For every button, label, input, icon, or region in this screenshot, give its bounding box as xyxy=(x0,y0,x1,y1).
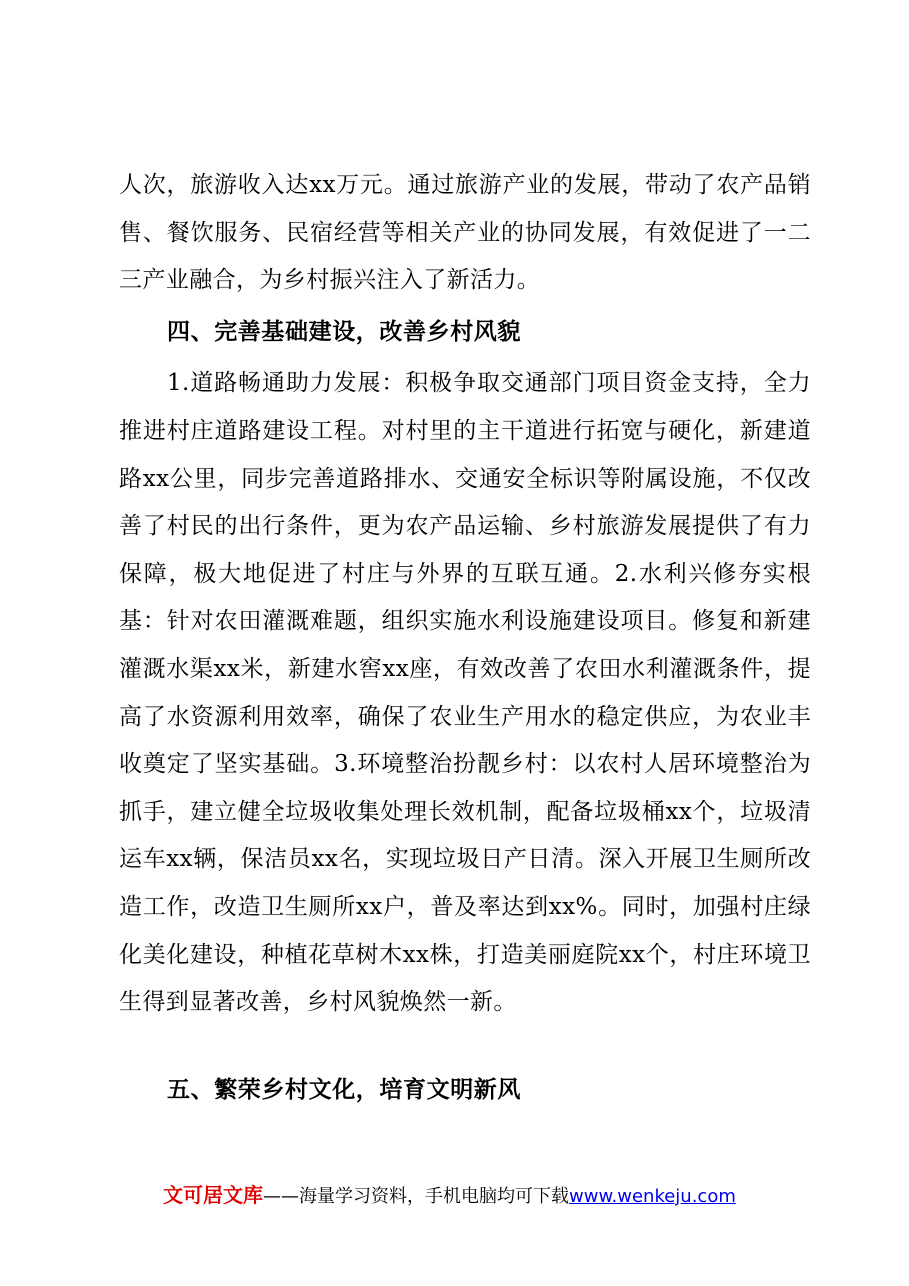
footer-brand-name: 文可居文库 xyxy=(163,1183,263,1207)
section-heading-culture: 五、繁荣乡村文化，培育文明新风 xyxy=(167,1077,521,1103)
paragraph-tourism-summary: 人次，旅游收入达xx万元。通过旅游产业的发展，带动了农产品销售、餐饮服务、民宿经营等相关产业的协同发展，有效促进了一二三产业融合，为乡村振兴注入了新活力。 xyxy=(119,172,811,294)
footer-banner xyxy=(163,1182,736,1210)
section-heading-infrastructure: 四、完善基础建设，改善乡村风貌 xyxy=(167,318,521,345)
footer-website-link[interactable]: www.wenkeju.com xyxy=(569,1186,736,1207)
footer-tagline: ——海量学习资料，手机电脑均可下载 xyxy=(263,1186,569,1207)
paragraph-infrastructure-details: 1.道路畅通助力发展：积极争取交通部门项目资金支持，全力推进村庄道路建设工程。对村里的主干道进行拓宽与硬化，新建道路xx公里，同步完善道路排水、交通安全标识等附属设施，不仅改善了村民的出行条件，更为农产品运输、乡村旅游发展提供了有力保障，极大地促进了村庄与外界的互联互通。2.水利兴修夯实根基：针对农田灌溉难题，组织实施水利设施建设项目。修复和新建灌溉水渠xx米，新建水窖xx座，有效改善了农田水利灌溉条件，提高了水资源利用效率，确保了农业生产用水的稳定供应，为农业丰收奠定了坚实基础。3.环境整治扮靓乡村：以农村人居环境整治为抓手，建立健全垃圾收集处理长效机制，配备垃圾桶xx个，垃圾清运车xx辆，保洁员xx名，实现垃圾日产日清。深入开展卫生厕所改造工作，改造卫生厕所xx户，普及率达到xx%。同时，加强村庄绿化美化建设，种植花草树木xx株，打造美丽庭院xx个，村庄环境卫生得到显著改善，乡村风貌焕然一新。 xyxy=(119,370,811,1016)
document-body xyxy=(119,162,811,1027)
